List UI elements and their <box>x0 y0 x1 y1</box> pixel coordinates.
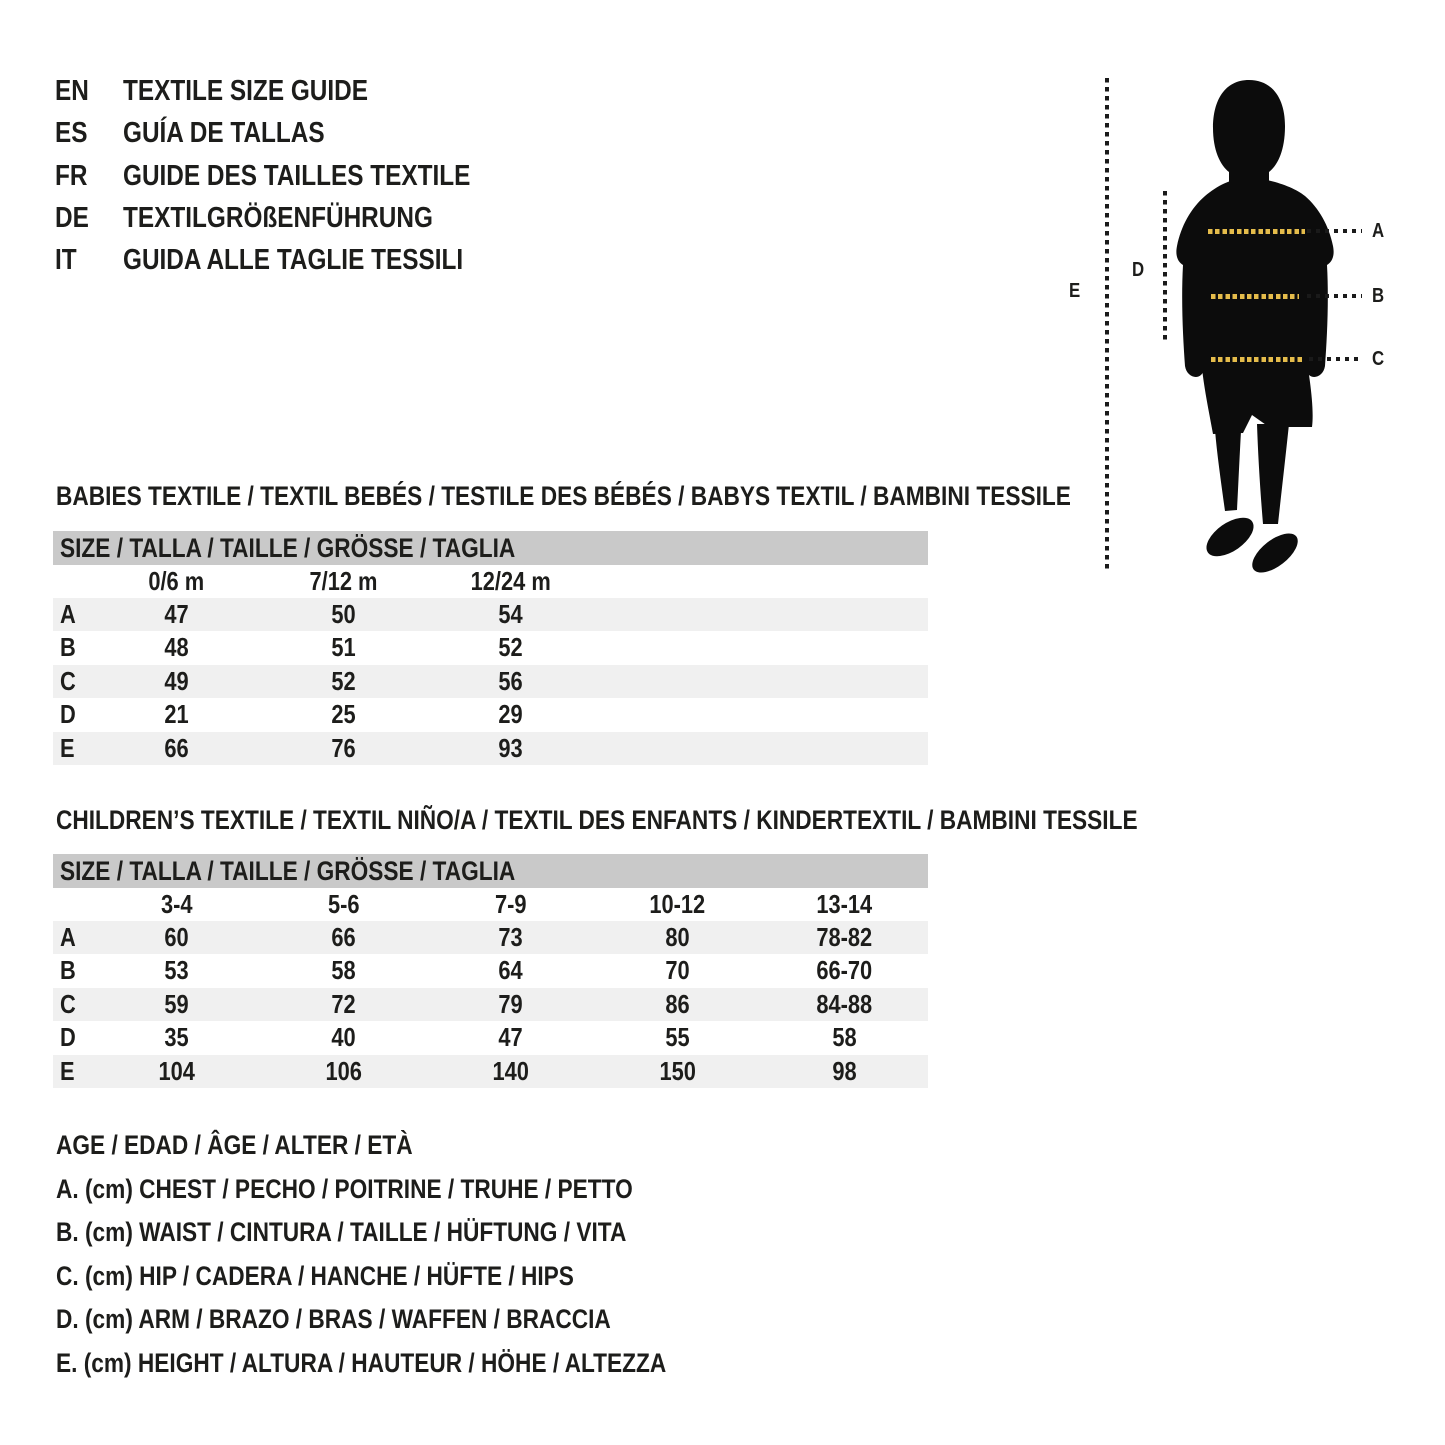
cell-value-text: 80 <box>665 922 690 952</box>
cell-empty <box>594 565 761 598</box>
size-header-bar <box>53 854 928 888</box>
legend-line-waist <box>56 1211 782 1255</box>
legend-line-age <box>56 1124 782 1168</box>
cell-value <box>93 631 260 664</box>
legend-line-arm <box>56 1298 782 1342</box>
marker-label-text: C <box>1372 348 1385 370</box>
cell-value-text: 66 <box>331 922 356 952</box>
table-row-E <box>53 732 928 765</box>
chest-measure-dots-A <box>1307 229 1362 233</box>
marker-label-text: E <box>1069 280 1081 302</box>
children-section-title-text: CHILDREN’S TEXTILE / TEXTIL NIÑO/A / TEXTIL DES ENFANTS / KINDERTEXTIL / BAMBINI TESSILE <box>56 805 1138 835</box>
cell-value-text: 50 <box>331 599 356 629</box>
cell-empty <box>761 565 928 598</box>
cell-value-text: 106 <box>325 1055 362 1086</box>
language-title <box>123 239 528 281</box>
cell-value <box>427 1021 594 1054</box>
column-header-text: 7/12 m <box>309 566 378 596</box>
cell-value <box>427 1055 594 1088</box>
marker-label-text: D <box>1132 259 1145 281</box>
row-label-text: C <box>60 988 76 1019</box>
table-row-A <box>53 598 928 631</box>
cell-value-text: 84-88 <box>816 988 873 1019</box>
column-header <box>93 565 260 598</box>
language-code-text: FR <box>55 159 88 192</box>
column-header-text: 5-6 <box>327 889 360 919</box>
cell-value-text: 49 <box>164 665 189 696</box>
marker-label-C <box>1372 349 1386 369</box>
cell-value-text: 98 <box>832 1055 857 1086</box>
column-header-text: 7-9 <box>494 889 527 919</box>
legend-line-height <box>56 1342 782 1386</box>
row-label <box>53 698 93 731</box>
silhouette-right-leg <box>1257 424 1289 524</box>
cell-value <box>427 665 594 698</box>
cell-value <box>260 921 427 954</box>
cell-value <box>427 631 594 664</box>
language-title <box>123 70 415 112</box>
row-label-text: B <box>60 632 76 663</box>
cell-value-text: 29 <box>498 699 523 730</box>
column-header <box>427 888 594 921</box>
marker-label-text: B <box>1372 285 1385 307</box>
cell-value-text: 79 <box>498 988 523 1019</box>
column-header <box>761 888 928 921</box>
cell-value-text: 53 <box>164 955 189 986</box>
row-label-text: D <box>60 1022 76 1053</box>
cell-value <box>761 1055 928 1088</box>
legend-line-hip <box>56 1255 782 1299</box>
cell-value <box>260 665 427 698</box>
language-header <box>55 70 537 281</box>
column-header <box>260 565 427 598</box>
marker-label-B <box>1372 286 1386 306</box>
cell-value <box>93 1055 260 1088</box>
marker-label-A <box>1372 221 1386 241</box>
cell-value <box>260 988 427 1021</box>
row-label <box>53 665 93 698</box>
language-code-text: IT <box>55 244 77 277</box>
cell-value <box>761 921 928 954</box>
marker-label-text: A <box>1372 220 1385 242</box>
language-code <box>55 155 123 197</box>
measurement-legend <box>56 1124 782 1386</box>
cell-value-text: 104 <box>158 1055 195 1086</box>
legend-line-text: D. (cm) ARM / BRAZO / BRAS / WAFFEN / BRACCIA <box>56 1304 611 1335</box>
cell-value-text: 52 <box>331 665 356 696</box>
language-title <box>123 112 363 154</box>
column-header-text: 13-14 <box>816 889 873 919</box>
cell-value-text: 59 <box>164 988 189 1019</box>
cell-value-text: 47 <box>498 1022 523 1053</box>
language-title-text: GUIDE DES TAILLES TEXTILE <box>123 159 471 192</box>
column-header-text: 3-4 <box>160 889 193 919</box>
cell-value <box>761 1021 928 1054</box>
table-row-D <box>53 1021 928 1054</box>
cell-value-text: 76 <box>331 732 356 763</box>
child-silhouette-figure <box>1175 76 1335 574</box>
row-label-text: A <box>60 599 76 629</box>
language-title-text: TEXTILGRÖßENFÜHRUNG <box>123 201 433 234</box>
cell-value-text: 35 <box>164 1022 189 1053</box>
legend-line-text: E. (cm) HEIGHT / ALTURA / HAUTEUR / HÖHE / ALTEZZA <box>56 1347 667 1378</box>
cell-value <box>93 1021 260 1054</box>
cell-value-text: 66 <box>164 732 189 763</box>
cell-value <box>260 598 427 631</box>
table-row-B <box>53 954 928 987</box>
cell-empty <box>594 698 761 731</box>
cell-value-text: 140 <box>492 1055 529 1086</box>
legend-line-text: B. (cm) WAIST / CINTURA / TAILLE / HÜFTUNG / VITA <box>56 1217 627 1248</box>
legend-line-chest <box>56 1168 782 1212</box>
language-title-text: GUÍA DE TALLAS <box>123 117 325 150</box>
cell-value <box>260 954 427 987</box>
cell-value <box>260 631 427 664</box>
table-row-E <box>53 1055 928 1088</box>
language-code-text: DE <box>55 201 89 234</box>
cell-value-text: 54 <box>498 599 523 629</box>
row-label <box>53 1021 93 1054</box>
row-label <box>53 921 93 954</box>
babies-section-title-text: BABIES TEXTILE / TEXTIL BEBÉS / TESTILE DES BÉBÉS / BABYS TEXTIL / BAMBINI TESSILE <box>56 481 1071 511</box>
cell-empty <box>53 565 93 598</box>
silhouette-torso-arms <box>1176 178 1333 377</box>
cell-empty <box>761 631 928 664</box>
column-header-row <box>53 888 928 921</box>
silhouette-left-shoe <box>1200 510 1260 564</box>
cell-empty <box>594 665 761 698</box>
hip-measure-dots-C <box>1309 357 1361 361</box>
language-title <box>123 155 537 197</box>
language-code <box>55 112 123 154</box>
cell-value-text: 86 <box>665 988 690 1019</box>
size-header-bar <box>53 531 928 565</box>
cell-value <box>93 732 260 765</box>
row-label-text: C <box>60 665 76 696</box>
cell-value-text: 60 <box>164 922 189 952</box>
language-code <box>55 197 123 239</box>
language-row-fr <box>55 155 537 197</box>
cell-value-text: 64 <box>498 955 523 986</box>
legend-line-text: C. (cm) HIP / CADERA / HANCHE / HÜFTE / HIPS <box>56 1260 574 1291</box>
row-label-text: E <box>60 1055 75 1086</box>
cell-value <box>427 988 594 1021</box>
language-title-text: TEXTILE SIZE GUIDE <box>123 75 368 107</box>
cell-value <box>260 732 427 765</box>
cell-empty <box>761 732 928 765</box>
cell-value-text: 58 <box>832 1022 857 1053</box>
row-label-text: D <box>60 699 76 730</box>
language-code <box>55 239 123 281</box>
silhouette-head <box>1213 80 1285 190</box>
table-row-C <box>53 665 928 698</box>
language-row-en <box>55 70 537 112</box>
language-code <box>55 70 123 112</box>
size-header-text: SIZE / TALLA / TAILLE / GRÖSSE / TAGLIA <box>60 856 516 886</box>
legend-line-text: AGE / EDAD / ÂGE / ALTER / ETÀ <box>56 1130 413 1160</box>
language-title-text: GUIDA ALLE TAGLIE TESSILI <box>123 244 464 277</box>
cell-value <box>594 954 761 987</box>
column-header-row <box>53 565 928 598</box>
babies-section-title <box>56 482 1264 510</box>
cell-value-text: 73 <box>498 922 523 952</box>
cell-value <box>427 598 594 631</box>
column-header-text: 0/6 m <box>148 566 205 596</box>
cell-value <box>93 665 260 698</box>
row-label <box>53 988 93 1021</box>
language-row-de <box>55 197 537 239</box>
cell-value <box>427 954 594 987</box>
cell-value <box>761 954 928 987</box>
cell-empty <box>594 631 761 664</box>
column-header <box>427 565 594 598</box>
cell-value-text: 93 <box>498 732 523 763</box>
row-label <box>53 954 93 987</box>
cell-value-text: 40 <box>331 1022 356 1053</box>
table-row-D <box>53 698 928 731</box>
cell-value <box>594 1021 761 1054</box>
cell-value-text: 21 <box>164 699 189 730</box>
legend-line-text: A. (cm) CHEST / PECHO / POITRINE / TRUHE / PETTO <box>56 1173 633 1204</box>
cell-value <box>594 988 761 1021</box>
cell-empty <box>594 598 761 631</box>
column-header-text: 10-12 <box>649 889 706 919</box>
table-row-C <box>53 988 928 1021</box>
cell-value <box>427 921 594 954</box>
children-section-title <box>56 806 1344 834</box>
row-label-text: A <box>60 922 76 952</box>
table-row-B <box>53 631 928 664</box>
cell-empty <box>53 888 93 921</box>
cell-value <box>93 954 260 987</box>
cell-value-text: 56 <box>498 665 523 696</box>
silhouette-left-leg <box>1215 430 1241 511</box>
row-label <box>53 732 93 765</box>
cell-value-text: 66-70 <box>816 955 873 986</box>
language-title <box>123 197 492 239</box>
cell-value <box>761 988 928 1021</box>
cell-empty <box>594 732 761 765</box>
cell-value-text: 70 <box>665 955 690 986</box>
silhouette-right-shoe <box>1246 526 1305 574</box>
column-header <box>93 888 260 921</box>
cell-value-text: 55 <box>665 1022 690 1053</box>
cell-value-text: 25 <box>331 699 356 730</box>
cell-value-text: 47 <box>164 599 189 629</box>
waist-measure-dash-B <box>1211 294 1299 299</box>
language-code-text: EN <box>55 75 89 107</box>
cell-value <box>260 698 427 731</box>
cell-value-text: 78-82 <box>816 922 873 952</box>
cell-value <box>93 921 260 954</box>
cell-value <box>260 1021 427 1054</box>
cell-value-text: 52 <box>498 632 523 663</box>
marker-label-E <box>1069 281 1082 301</box>
cell-value <box>427 698 594 731</box>
cell-value <box>260 1055 427 1088</box>
cell-value <box>427 732 594 765</box>
children-size-table <box>53 854 928 1088</box>
table-row-A <box>53 921 928 954</box>
cell-value <box>93 598 260 631</box>
cell-empty <box>761 698 928 731</box>
cell-value <box>93 698 260 731</box>
row-label-text: E <box>60 732 75 763</box>
cell-value <box>594 1055 761 1088</box>
column-header-text: 12/24 m <box>470 566 551 596</box>
row-label <box>53 631 93 664</box>
cell-value <box>594 921 761 954</box>
language-row-it <box>55 239 537 281</box>
cell-value-text: 72 <box>331 988 356 1019</box>
row-label <box>53 1055 93 1088</box>
cell-value-text: 48 <box>164 632 189 663</box>
babies-size-table <box>53 531 928 765</box>
waist-measure-dots-B <box>1307 294 1362 298</box>
cell-value-text: 51 <box>331 632 356 663</box>
cell-value-text: 150 <box>659 1055 696 1086</box>
marker-label-D <box>1132 260 1146 280</box>
language-code-text: ES <box>55 117 88 150</box>
column-header <box>260 888 427 921</box>
language-row-es <box>55 112 537 154</box>
size-header-text: SIZE / TALLA / TAILLE / GRÖSSE / TAGLIA <box>60 533 516 563</box>
cell-empty <box>761 598 928 631</box>
row-label-text: B <box>60 955 76 986</box>
hip-measure-dash-C <box>1211 357 1304 362</box>
cell-value <box>93 988 260 1021</box>
row-label <box>53 598 93 631</box>
column-header <box>594 888 761 921</box>
arm-measure-line-D <box>1163 191 1167 344</box>
cell-empty <box>761 665 928 698</box>
chest-measure-dash-A <box>1208 229 1305 234</box>
cell-value-text: 58 <box>331 955 356 986</box>
